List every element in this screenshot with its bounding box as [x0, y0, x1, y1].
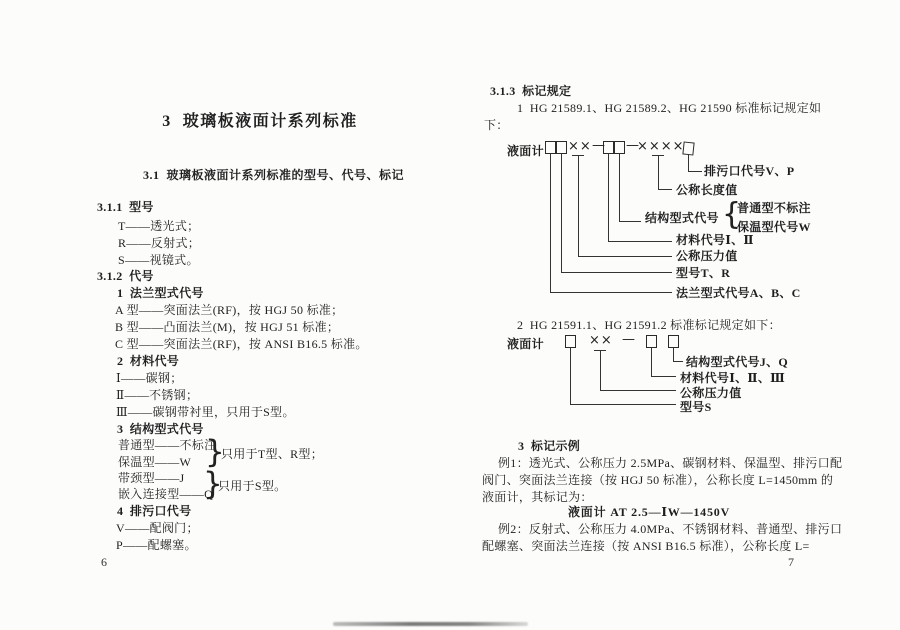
brace-structure-options: {: [722, 197, 742, 232]
diagram1-prefix: 液面计: [507, 144, 544, 158]
scan-artifact: [333, 622, 528, 626]
connector-line: [578, 256, 672, 257]
dash-symbol: —: [622, 332, 636, 347]
material-code-1: Ⅰ——碳钢；: [116, 371, 183, 385]
clause-3-1-3-heading: 3.1.3 标记规定: [490, 84, 572, 98]
drain-code-v: V——配阀门；: [116, 521, 199, 535]
example1-line3: 液面计，其标记为：: [482, 490, 593, 504]
model-code-r: R——反射式；: [118, 236, 201, 250]
diagram2-label-pressure: 公称压力值: [680, 386, 742, 400]
diagram2-prefix: 液面计: [507, 337, 544, 351]
flange-code-a: A 型——突面法兰(RF)，按 HGJ 50 标准；: [115, 303, 344, 317]
left-page-title: 3 玻璃板液面计系列标准: [162, 113, 358, 130]
structure-code-heading: 3 结构型式代号: [117, 422, 204, 436]
connector-line: [600, 350, 601, 390]
placeholder-x2: ××: [568, 139, 592, 154]
connector-line: [561, 153, 562, 272]
connector-line: [658, 189, 672, 190]
structure-note-s: 只用于S型。: [218, 479, 287, 493]
clause-3-1-1-heading: 3.1.1 型号: [97, 200, 154, 214]
example1-line1: 例1：透光式、公称压力 2.5MPa、碳钢材料、保温型、排污口配: [498, 456, 843, 470]
diagram1-label-structure-b: 保温型代号W: [737, 220, 811, 234]
model-code-t: T——透光式；: [118, 219, 200, 233]
material-code-2: Ⅱ——不锈钢；: [116, 388, 199, 402]
connector-line: [578, 155, 579, 256]
diagram2-label-material: 材料代号Ⅰ、Ⅱ、Ⅲ: [680, 371, 786, 385]
connector-line: [688, 171, 702, 172]
diagram1-label-material: 材料代号Ⅰ、Ⅱ: [676, 233, 754, 247]
diagram2-label-model: 型号S: [680, 400, 712, 414]
connector-line: [673, 361, 683, 362]
connector-line: [570, 404, 676, 405]
connector-line: [608, 153, 609, 241]
connector-line: [651, 347, 652, 376]
flange-code-c: C 型——突面法兰(RF)，按 ANSI B16.5 标准。: [115, 337, 368, 351]
marking-rule-1-line2: 下：: [484, 118, 509, 132]
diagram1-label-structure-a: 普通型不标注: [737, 201, 811, 215]
material-code-heading: 2 材料代号: [117, 354, 180, 368]
example2-line2: 配螺塞、突面法兰连接（按 ANSI B16.5 标准），公称长度 L=: [482, 539, 810, 553]
connector-line: [619, 153, 620, 221]
right-page-number: 7: [788, 555, 795, 569]
flange-code-heading: 1 法兰型式代号: [117, 286, 204, 300]
dash-symbol: —: [592, 138, 606, 153]
connector-line: [619, 221, 641, 222]
example1-mark: 液面计 AT 2.5—ⅠW—1450V: [568, 505, 731, 519]
material-code-3: Ⅲ——碳钢带衬里，只用于S型。: [116, 405, 295, 419]
diagram1-label-pressure: 公称压力值: [676, 249, 738, 263]
flange-code-b: B 型——凸面法兰(M)，按 HGJ 51 标准；: [115, 320, 340, 334]
structure-note-tr: 只用于T型、R型；: [221, 447, 324, 461]
connector-line: [608, 241, 672, 242]
section-3-1-heading: 3.1 玻璃板液面计系列标准的型号、代号、标记: [143, 168, 405, 182]
clause-3-1-2-heading: 3.1.2 代号: [97, 269, 154, 283]
diagram1-label-length: 公称长度值: [676, 183, 738, 197]
connector-line: [688, 154, 689, 171]
structure-necked: 带颈型——J: [118, 471, 185, 485]
connector-line: [600, 390, 676, 391]
connector-line: [550, 153, 551, 292]
example1-line2: 阀门、突面法兰连接（按 HGJ 50 标准），公称长度 L=1450mm 的: [482, 473, 834, 487]
marking-example-heading: 3 标记示例: [518, 439, 581, 453]
diagram1-label-flange: 法兰型式代号A、B、C: [676, 286, 801, 300]
connector-line: [570, 347, 571, 404]
structure-common: 普通型——不标注: [118, 438, 217, 452]
brace-s-group: }: [203, 466, 223, 502]
diagram1-label-drain: 排污口代号V、P: [704, 164, 795, 178]
connector-line: [550, 292, 672, 293]
drain-code-p: P——配螺塞。: [116, 538, 197, 552]
diagram2-label-structure: 结构型式代号J、Q: [686, 355, 789, 369]
example2-line1: 例2：反射式、公称压力 4.0MPa、不锈钢材料、普通型、排污口: [498, 522, 843, 536]
placeholder-x4: ××××: [637, 139, 685, 154]
diagram1-label-model: 型号T、R: [676, 266, 731, 280]
marking-rule-2-line: 2 HG 21591.1、HG 21591.2 标准标记规定如下：: [517, 318, 781, 332]
marking-rule-1-line1: 1 HG 21589.1、HG 21589.2、HG 21590 标准标记规定如: [517, 101, 822, 115]
connector-line: [651, 376, 676, 377]
diagram1-label-structure: 结构型式代号: [645, 211, 719, 225]
connector-line: [673, 347, 674, 361]
dash-symbol: —: [626, 138, 640, 153]
drain-code-heading: 4 排污口代号: [117, 504, 192, 518]
structure-insulated: 保温型——W: [118, 455, 192, 469]
structure-embedded: 嵌入连接型——Q: [118, 487, 214, 501]
brace-tr-group: }: [205, 434, 225, 470]
left-page-number: 6: [101, 555, 108, 569]
placeholder-x2: ××: [589, 333, 613, 348]
connector-line: [561, 272, 672, 273]
model-code-s: S——视镜式。: [118, 253, 199, 267]
connector-line: [658, 155, 659, 189]
